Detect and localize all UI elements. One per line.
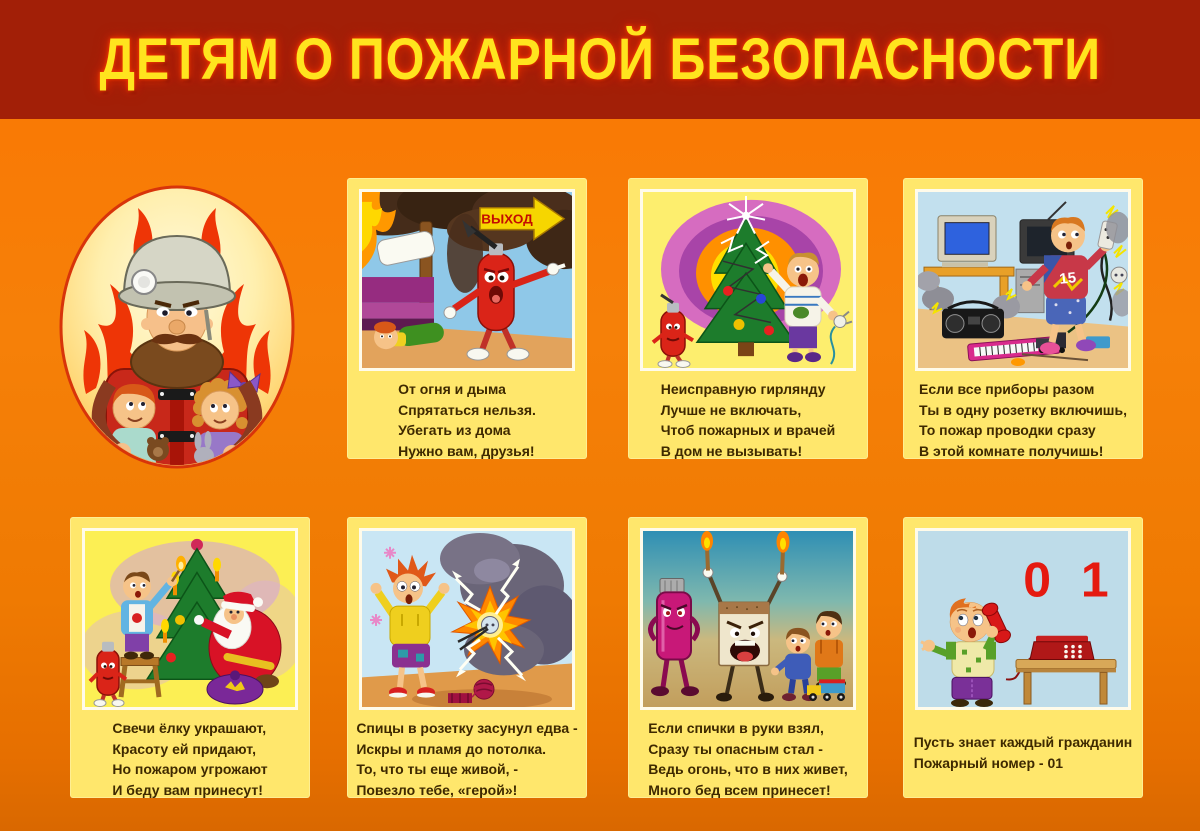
poem-line: Сразу ты опасным стал - bbox=[648, 740, 823, 757]
poem-line: Лучше не включать, bbox=[660, 401, 802, 418]
call-01-illustration bbox=[915, 528, 1131, 710]
poster-header bbox=[0, 0, 1200, 119]
overload-illustration bbox=[915, 189, 1131, 371]
poem-line: То пожар проводки сразу bbox=[919, 422, 1096, 438]
poster-title: ДЕТЯМ О ПОЖАРНОЙ БЕЗОПАСНОСТИ bbox=[99, 27, 1101, 92]
poem-line: Ведь огонь, что в них живет, bbox=[648, 761, 848, 777]
poem-line: Неисправную гирлянду bbox=[660, 381, 826, 397]
poem-line: Если все приборы разом bbox=[919, 381, 1095, 397]
poem bbox=[356, 718, 577, 800]
poem-line: И беду вам принесут! bbox=[112, 781, 263, 798]
poem-line: Спицы в розетку засунул едва - bbox=[356, 720, 578, 736]
poem-line: Нужно вам, друзья! bbox=[398, 442, 535, 459]
poem-line: Свечи ёлку украшают, bbox=[112, 720, 267, 736]
poem bbox=[398, 379, 536, 461]
card-faulty-garland bbox=[628, 178, 868, 459]
card-socket-overload bbox=[903, 178, 1143, 459]
poem bbox=[661, 379, 836, 461]
poem bbox=[919, 379, 1127, 461]
poem-line: То, что ты еще живой, - bbox=[356, 761, 519, 777]
poem-line: Красоту ей придают, bbox=[112, 740, 256, 757]
shirt-number-label: 15 bbox=[1058, 270, 1077, 288]
fireman-badge bbox=[58, 184, 296, 470]
poem-line: Пожарный номер - 01 bbox=[913, 754, 1064, 771]
poem-line: Чтоб пожарных и врачей bbox=[660, 422, 836, 438]
poem bbox=[648, 718, 848, 800]
card-call-01 bbox=[903, 517, 1143, 798]
fire-escape-illustration bbox=[359, 189, 575, 371]
poem bbox=[914, 732, 1133, 773]
poem bbox=[112, 718, 267, 800]
poem-line: Ты в одну розетку включишь, bbox=[919, 401, 1127, 418]
card-needles-socket bbox=[347, 517, 587, 798]
poem-line: В этой комнате получишь! bbox=[919, 442, 1104, 459]
card-matches-danger bbox=[628, 517, 868, 798]
card-fire-escape bbox=[347, 178, 587, 459]
poem-line: Убегать из дома bbox=[398, 422, 511, 438]
poem-line: Пусть знает каждый гражданин bbox=[913, 734, 1133, 750]
emergency-number-label: 0 1 bbox=[1023, 551, 1117, 608]
poem-line: Спрятаться нельзя. bbox=[398, 401, 536, 418]
fireman-with-children-illustration bbox=[58, 184, 296, 470]
poem-line: Искры и пламя до потолка. bbox=[356, 740, 547, 757]
poem-line: Но пожаром угрожают bbox=[112, 761, 268, 777]
poem-line: Если спички в руки взял, bbox=[648, 720, 824, 736]
poem-line: От огня и дыма bbox=[398, 381, 506, 397]
exit-sign-label: ВЫХОД bbox=[481, 211, 533, 227]
candles-illustration bbox=[82, 528, 298, 710]
garland-illustration bbox=[640, 189, 856, 371]
poem-line: В дом не вызывать! bbox=[660, 442, 803, 459]
poem-line: Повезло тебе, «герой»! bbox=[356, 781, 518, 798]
card-tree-candles bbox=[70, 517, 310, 798]
socket-explosion-illustration bbox=[359, 528, 575, 710]
matches-illustration bbox=[640, 528, 856, 710]
poem-line: Много бед всем принесет! bbox=[648, 781, 831, 798]
